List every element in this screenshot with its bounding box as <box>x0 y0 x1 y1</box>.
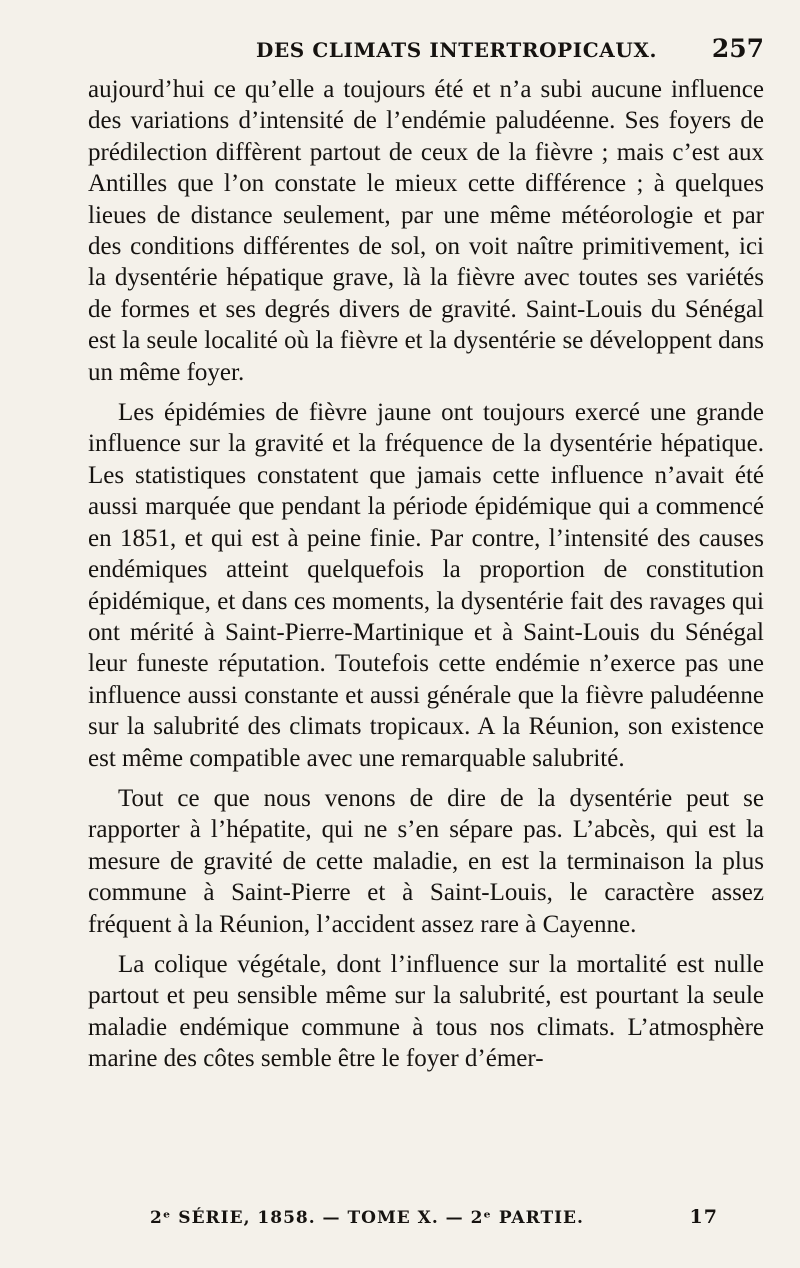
page-number: 257 <box>711 34 764 63</box>
page-footer <box>150 1206 718 1228</box>
signature-mark: 17 <box>689 1206 718 1228</box>
paragraph-colic: La colique végétale, dont l’influence sur la mortalité est nulle partout et peu sensible même sur la salubrité, est pourtant la seule maladie endémique commune à tous nos climats. L’atmosphère marine des côtes semble être le foyer d’émer- <box>88 950 764 1073</box>
paragraph-yellow-fever: Les épidémies de fièvre jaune ont toujours exercé une grande influence sur la gravité et la fréquence de la dysentérie hépatique. Les statistiques constatent que jamais cette influence n’avait été aussi marquée que pendant la période épidémique qui a commencé en 1851, et qui est à peine finie. Par contre, l’intensité des causes endémiques atteint quelquefois la proportion de constitution épidémique, et dans ces moments, la dysentérie fait des ravages qui ont mérité à Saint-Pierre-Martinique et à Saint-Louis du Sénégal leur funeste réputation. Toutefois cette endémie n’exerce pas une influence aussi constante et aussi générale que la fièvre paludéenne sur la salubrité des climats tropicaux. A la Réunion, son existence est même compatible avec une remarquable salubrité. <box>88 399 764 772</box>
paragraph-continuation: aujourd’hui ce qu’elle a toujours été et n’a subi aucune influence des variations d’intensité de l’endémie paludéenne. Ses foyers de prédilection diffèrent partout de ceux de la fièvre ; mais c’est aux Antilles que l’on constate le mieux cette différence ; à quelques lieues de distance seulement, par une même météorologie et par des conditions différentes de sol, on voit naître primitivement, ici la dysentérie hépatique grave, là la fièvre avec toutes ses variétés de formes et ses degrés divers de gravité. Saint-Louis du Sénégal est la seule localité où la fièvre et la dysentérie se développent dans un même foyer. <box>88 76 764 386</box>
body-text <box>88 74 764 1075</box>
series-line: 2ᵉ SÉRIE, 1858. — TOME X. — 2ᵉ PARTIE. <box>150 1208 584 1228</box>
running-head: DES CLIMATS INTERTROPICAUX. <box>256 38 658 62</box>
paragraph-hepatitis: Tout ce que nous venons de dire de la dysentérie peut se rapporter à l’hépatite, qui ne s’en sépare pas. L’abcès, qui est la mesure de gravité de cette maladie, en est la terminaison la plus commune à Saint-Pierre et à Saint-Louis, le caractère assez fréquent à la Réunion, l’accident assez rare à Cayenne. <box>88 784 764 938</box>
page-header <box>88 34 764 74</box>
